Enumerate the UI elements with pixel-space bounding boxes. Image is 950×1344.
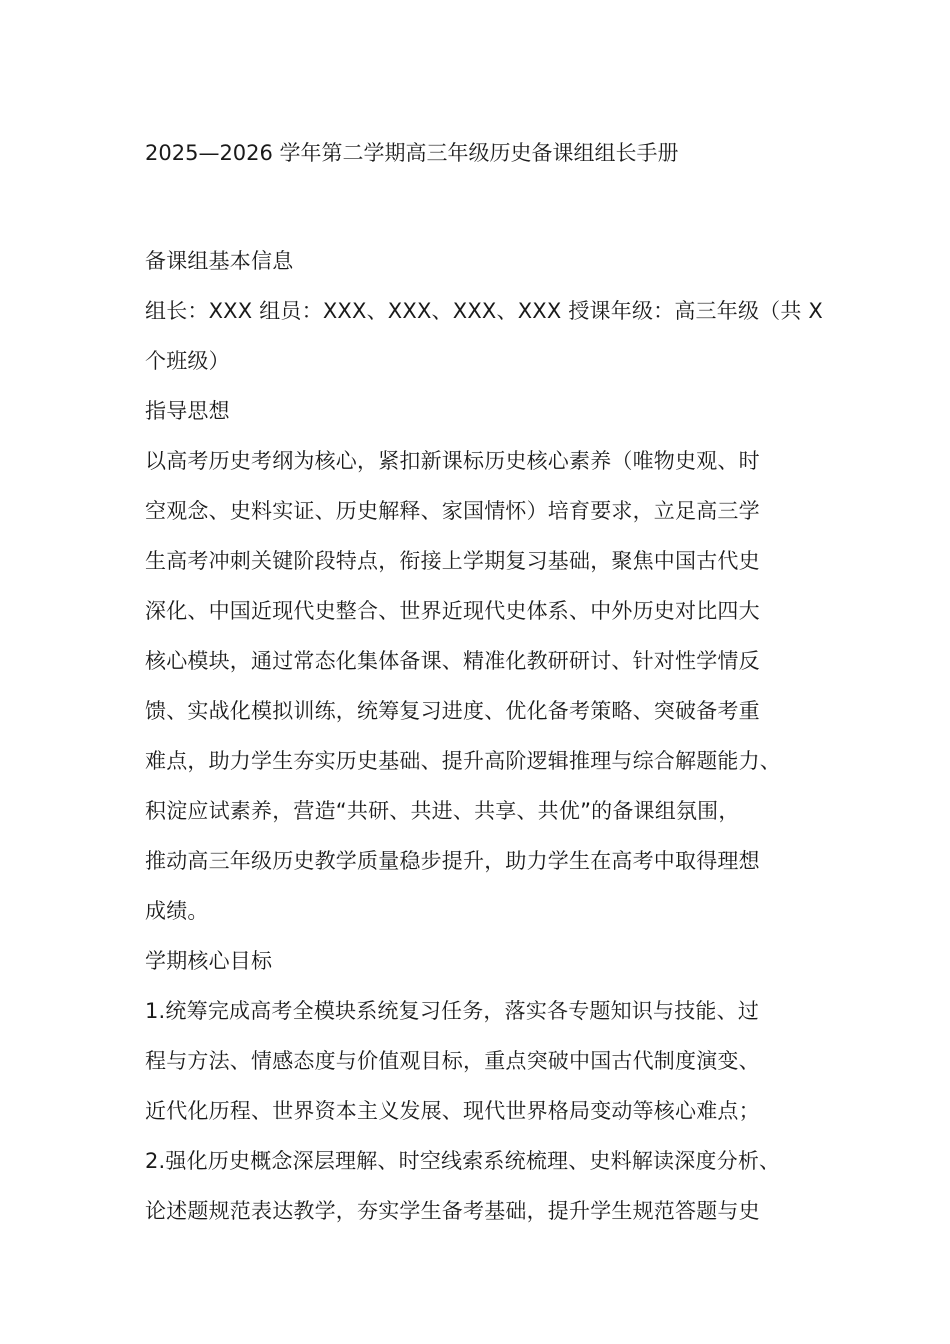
paragraph-line: 难点，助力学生夯实历史基础、提升高阶逻辑推理与综合解题能力、 [145,749,781,773]
paragraph-line: 程与方法、情感态度与价值观目标，重点突破中国古代制度演变、 [145,1049,760,1073]
section-heading-core-goals: 学期核心目标 [145,949,273,973]
paragraph-line: 个班级） [145,349,230,373]
document-body [145,128,835,1236]
paragraph-line: 深化、中国近现代史整合、世界近现代史体系、中外历史对比四大 [145,599,760,623]
paragraph-line: 空观念、史料实证、历史解释、家国情怀）培育要求，立足高三学 [145,499,760,523]
paragraph-line: 以高考历史考纲为核心，紧扣新课标历史核心素养（唯物史观、时 [145,449,760,473]
paragraph-line: 1.统筹完成高考全模块系统复习任务，落实各专题知识与技能、过 [145,999,760,1023]
paragraph-line: 推动高三年级历史教学质量稳步提升，助力学生在高考中取得理想 [145,849,760,873]
paragraph-line: 馈、实战化模拟训练，统筹复习进度、优化备考策略、突破备考重 [145,699,760,723]
section-heading-basic-info: 备课组基本信息 [145,249,294,273]
paragraph-line: 近代化历程、世界资本主义发展、现代世界格局变动等核心难点； [145,1099,760,1123]
paragraph-line: 论述题规范表达教学，夯实学生备考基础，提升学生规范答题与史 [145,1199,760,1223]
paragraph-line: 2.强化历史概念深层理解、时空线索系统梳理、史料解读深度分析、 [145,1149,781,1173]
section-heading-guiding-ideas: 指导思想 [145,399,230,423]
paragraph-line: 成绩。 [145,899,209,923]
paragraph-line: 组长：XXX 组员：XXX、XXX、XXX、XXX 授课年级：高三年级（共 X [145,299,824,323]
document-title: 2025—2026 学年第二学期高三年级历史备课组组长手册 [145,141,679,165]
paragraph-line: 核心模块，通过常态化集体备课、精准化教研研讨、针对性学情反 [145,649,760,673]
paragraph-line: 积淀应试素养，营造“共研、共进、共享、共优”的备课组氛围， [145,799,740,823]
paragraph-line: 生高考冲刺关键阶段特点，衔接上学期复习基础，聚焦中国古代史 [145,549,760,573]
